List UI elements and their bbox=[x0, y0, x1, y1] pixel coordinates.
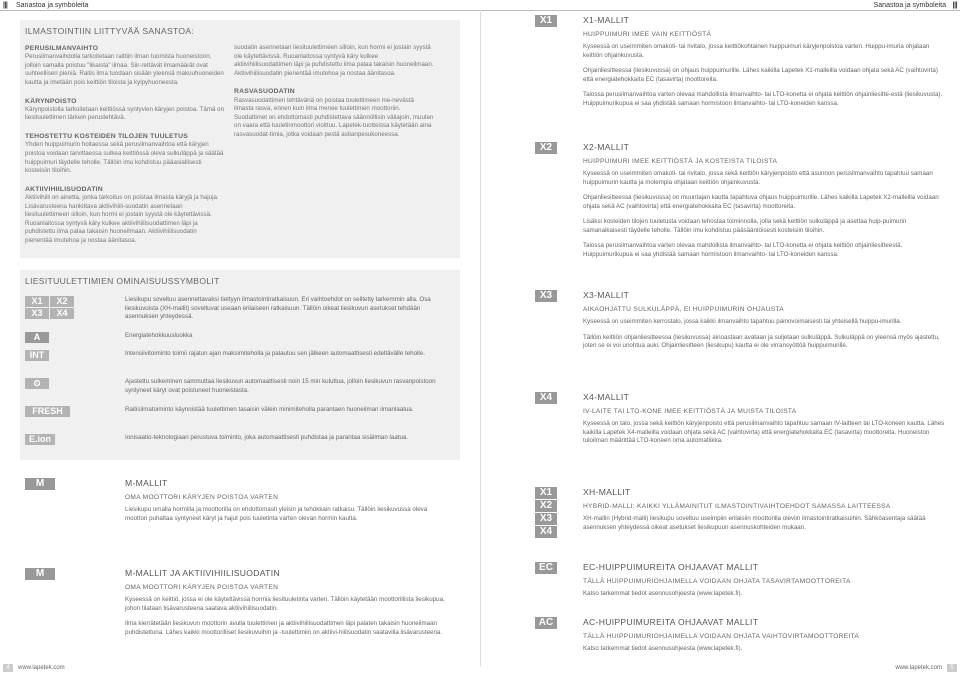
model-title: XH-MALLIT bbox=[583, 487, 631, 497]
glossary-column-right bbox=[234, 44, 434, 139]
model-text: Katso tarkemmat tiedot asennusohjeesta (www.lapetek.fi). bbox=[583, 644, 743, 652]
x3-badge: X3 bbox=[25, 308, 49, 319]
feature-text: Liesikupu soveltuu asennettavaksi tiettyyn ilmastointiratkaisuun. Eri vaihtoehdot on selitetty tarkemmin alla. Osa liesikuvuista (XH-mallit) soveltuvat useaan erilaiseen ratkaisuun. Tällöin oikeat liesikuvun asetukset tehdään asennuksen yhteydessä. bbox=[125, 296, 431, 321]
fresh-badge: FRESH bbox=[25, 406, 70, 417]
glossary-text: Kärynpoistolla tarkoitetaan keittiössä syntyvien käryjen poistoa. Tämä on liesituulettimen tärkein perustehtävä. bbox=[25, 105, 225, 122]
model-subtitle: TÄLLÄ HUIPPUIMURIOHJAIMELLA VOIDAAN OHJATA TASAVIRTAMOOTTOREITA bbox=[583, 577, 851, 585]
model-subtitle: HUIPPUIMURI IMEE VAIN KEITTIÖSTÄ bbox=[583, 30, 712, 38]
glossary-text: Perusilmanvaihdolla tarkoitetaan raittiin ilman tuomista huoneistoon, jolloin samalla poistuu "likaista" ilmaa. Siir-rettävät ilmamäärät ovat suhteellisen pieniä. Raitis ilma tuodaan sisään yleensä makuuhuoneiden kautta ja imetään pois keittiön tiloista ja kylpyhuoneesta. bbox=[25, 53, 224, 87]
model-text: Kyseessä on talo, jossa sekä keittiön käryjenpoisto että perusilmanvaihto tapahtuu samaan IV-laitteen tai LTO-koneen kautta. Lähes kaikilla Lapetek X4-malleilla voidaan ohjata sekä AC (vaihtovirta) että energiatehokkaita EC (tasavirta) moottoreita. Huoneiston tuloilman määrittää LTO-koneen oma automatiikka. bbox=[583, 419, 945, 445]
x3-badge: X3 bbox=[535, 513, 557, 525]
glossary-heading: TEHOSTETTU KOSTEIDEN TILOJEN TUULETUS bbox=[25, 133, 188, 141]
left-footer bbox=[0, 664, 480, 674]
right-page bbox=[480, 0, 960, 676]
model-badge: X4 bbox=[535, 392, 557, 404]
model-text: Tällöin keittiön ohjainliesitteessa (liesikuvussa) ainoastaan avataan ja suljetaan sulkuläppä. Sulkuläppä on yleensä myös ajastettu, joten se ei voi unohtua auki. Ohjainliesitteen (liesikupu) kautta ei ole virransyöttöä huippuimurille. bbox=[583, 333, 940, 350]
website-link[interactable]: www.lapetek.com bbox=[18, 665, 65, 671]
model-text: Ohjainliesitteessa (liesikuvussa) on ohjaus huippuimurille. Lähes kaikilla Lapetek X1-malleilla voidaan ohjata sekä AC (vaihtovirta) että energiatehokkaita EC (tasavirta) moottoreita. bbox=[583, 67, 938, 83]
model-subtitle: OMA MOOTTORI KÄRYJEN POISTOA VARTEN bbox=[125, 493, 279, 501]
model-title: X1-MALLIT bbox=[583, 15, 630, 25]
model-text: Kyseessä on useimmiten omakoti- tai rivitalo, jossa sekä keittiön käryjenpoisto että asunnon perusilmanvaihto tapahtuu samaan huippuimurin kautta ja molempia ohjataan keittiön ohjainkuvusta. bbox=[583, 169, 933, 186]
timer-icon: ⏲ bbox=[25, 378, 49, 389]
model-title: X4-MALLIT bbox=[583, 392, 630, 402]
model-subtitle: HUIPPUIMURI IMEE KEITTIÖSTÄ JA KOSTEISTA TILOISTA bbox=[583, 157, 778, 165]
glossary-text: Aktiivihiili on ainetta, jonka tarkoitus on poistaa ilmasta käryjä ja hajuja. Lisävarusteena hankittava aktiivihiili-suodatin asennetaan liesituulettimeen silloin, kun hormi ei jostain syystä ole käytettävissä. Ruoanlaitossa syntyvä käry kulkee aktiivihiilisuodattimen läpi ja puhdistettu ilma palaa takaisin huoneilmaan. Aktiivihiilisuodatin pienentää imutehoa ja nostaa äänitasoa. bbox=[25, 193, 219, 244]
page-number: 5 bbox=[947, 664, 957, 672]
model-title: AC-HUIPPUIMUREITA OHJAAVAT MALLIT bbox=[583, 617, 759, 627]
model-badge: X2 bbox=[535, 142, 557, 154]
glossary-column-left bbox=[25, 44, 225, 244]
model-text: Ohjainliesitteessa (liesikuvussa) on muuntajan kautta tapahtuva ohjaus huippuimurille. Lähes kaikilla Lapetek X2-malleilla voidaan ohjata sekä AC (vaihtovirta) että energiatehokkaita EC (tasavirta) moottoreita. bbox=[583, 194, 939, 210]
left-header-title: Sanastoa ja symboleita bbox=[16, 2, 89, 9]
model-badge: AC bbox=[535, 617, 557, 629]
features-box bbox=[20, 270, 460, 460]
model-title: X2-MALLIT bbox=[583, 142, 630, 152]
eion-badge: E.ion bbox=[25, 434, 55, 445]
feature-badges bbox=[25, 296, 115, 320]
model-text: Kyseessä on keittiö, jossa ei ole käytettävissä hormia liesituuletinta varten. Tällöin käytetään moottorillista liesikupua, johon tilataan lisävarusteena saatava aktiivihiilisuodatin. bbox=[125, 595, 445, 612]
x2-badge: X2 bbox=[535, 500, 557, 512]
model-text: Lisäksi kosteiden tilojen tuuletusta voidaan tehostaa toiminnolla, jolla sekä keittiön sulkuläppä ja asettaa huip-puimurin samanaikaisesti täydelle teholle. Tällöin imu kohdistuu pääsääntöisesti kosteisiin tiloihin. bbox=[583, 218, 907, 234]
glossary-heading: PERUSILMANVAIHTO bbox=[25, 45, 99, 52]
model-text: Liesikupu omalla hormilla ja moottorilla on ehdottomasti yleisin ja tehokkain ratkaisu. Tällöin liesikuvussa oleva moottori puhaltaa syntyneet käryt ja hajut pois tuuletinta varten olevan hormin kautta. bbox=[125, 505, 428, 522]
xh-badges bbox=[535, 487, 557, 538]
glossary-box bbox=[20, 20, 460, 258]
model-title: X3-MALLIT bbox=[583, 290, 630, 300]
model-subtitle: AIKAOHJATTU SULKULÄPPÄ, EI HUIPPUIMURIN OHJAUSTA bbox=[583, 305, 785, 313]
model-text: Kyseessä on useimmiten omakoti- tai rivitalo, jossa keittiökohtainen huippuimuri käryjenpoistoa varten. Huippu-imuria ohjataan keittiön ohjainkuvusta. bbox=[583, 42, 930, 59]
right-footer bbox=[480, 664, 960, 674]
model-subtitle: IV-LAITE TAI LTO-KONE IMEE KEITTIÖSTÄ JA MUISTA TILOISTA bbox=[583, 407, 797, 415]
model-badge: M bbox=[25, 568, 55, 580]
model-badge: M bbox=[25, 478, 55, 490]
model-text: Kyseessä on useimmiten kerrostalo, jossa kaikki ilmanvaihto tapahtuu painovoimaisesti tai yhteisellä huippu-imurilla. bbox=[583, 317, 902, 325]
glossary-heading: AKTIIVIHIILISUODATIN bbox=[25, 185, 103, 193]
model-title: M-MALLIT JA AKTIIVIHIILISUODATIN bbox=[125, 568, 280, 578]
feature-text: Intensiivitoiminto toimii rajatun ajan maksimiteholla ja palautuu sen jälkeen automaattisesti edeltävälle teholle. bbox=[125, 350, 425, 357]
glossary-title: ILMASTOINTIIN LIITTYVÄÄ SANASTOA: bbox=[25, 26, 195, 36]
model-subtitle: TÄLLÄ HUIPPUIMURIOHJAIMELLA VOIDAAN OHJATA VAIHTOVIRTAMOOTTOREITA bbox=[583, 632, 860, 640]
glossary-text-continued: suodatin asennetaan liesituulettimeen silloin, kun hormi ei jostain syystä ole käytettävissä. Ruoanlaitossa syntyvä käry kulkee aktiivihiilisuodattimen läpi ja puhdistettu ilma palaa takaisin huoneilmaan. Aktiivihiilisuodatin pienentää imutehoa ja nostaa äänitasoa. bbox=[234, 44, 434, 77]
website-link[interactable]: www.lapetek.com bbox=[895, 665, 942, 671]
x2-badge: X2 bbox=[50, 296, 74, 307]
model-subtitle: OMA MOOTTORI KÄRYJEN POISTOA VARTEN bbox=[125, 583, 279, 591]
brand-logo: ||| bbox=[3, 2, 8, 9]
glossary-text: Rasvasuodattimen tehtävänä on poistaa tuulettimeen me-nevästä ilmasta rasva, ennen kuin ilma menee tuulettimen moottoriin. Suodattimet on ehdottomasti puhdistettava säännöllisin väliajoin, muuten on vaara että tuuletinmoottori vioittuu. Lapetek-tuotteissa käytetään aina rasvasuodat-timia, jotka voidaan pestä astianpesukoneessa. bbox=[234, 96, 434, 138]
brand-logo-right: ||| bbox=[952, 2, 957, 9]
intensive-badge: INT bbox=[25, 350, 49, 361]
model-text: Ilma kierrätetään liesikuvun moottorin avulla tuulettimen ja aktiivihiilisuodattimen läpi palaten takaisin huoneilmaan puhdistettuna. Lähes kaikki moottorilliset liesikuvuihin ja -tuulettimiin on aktiivi-hiilisuodatin saatavilla lisävarusteena. bbox=[125, 620, 443, 636]
feature-text: Energiatehokkuusluokka bbox=[125, 332, 193, 339]
model-text: XH-mallin (Hybrid-malli) liesikupu soveltuu useimpiin erilaisiin moottorilla oleviin ilmastointiratkaisuihin. Sähköasentaja säätää asennuksen yhteydessä oikeat asetukset liesikupuun asennuskohteiden mukaan. bbox=[583, 514, 926, 531]
model-text: Talossa perusilmanvaihtoa varten olevaa mahdollista ilmanvaihto- tai LTO-konetta ei ohjata keittiön ohjainliesitte-estä (liesikuvusta). Huippuimurikupua ei saa yhdistää samaan hormistoon ilmanvaihto- tai LTO-koneiden kanssa. bbox=[583, 91, 943, 107]
model-subtitle: HYBRID-MALLI: KAIKKI YLLÄMAINITUT ILMASTOINTIVAIHTOEHDOT SAMASSA LAITTEESSA bbox=[583, 502, 891, 510]
glossary-heading: KÄRYNPOISTO bbox=[25, 97, 77, 105]
feature-text: Ionisaatio-teknologiaan perustuva toiminto, joka automaattisesti puhdistaa ja parantaa sisäilman laatua. bbox=[125, 434, 409, 441]
page-number: 4 bbox=[3, 664, 13, 672]
model-badge: X1 bbox=[535, 15, 557, 27]
x4-badge: X4 bbox=[535, 526, 557, 538]
x1-badge: X1 bbox=[535, 487, 557, 499]
energy-class-badge: A bbox=[25, 332, 49, 343]
model-badge: EC bbox=[535, 562, 557, 574]
feature-text: Raitisilmatoiminto käynnistää tuulettimen tasaisin välein minimiteholla parantaen huoneilman ilmanlaatua. bbox=[125, 406, 414, 413]
x1-badge: X1 bbox=[25, 296, 49, 307]
x4-badge: X4 bbox=[50, 308, 74, 319]
model-text: Katso tarkemmat tiedot asennusohjeesta (www.lapetek.fi). bbox=[583, 589, 743, 597]
right-header-title: Sanastoa ja symboleita bbox=[873, 2, 946, 9]
model-title: EC-HUIPPUIMUREITA OHJAAVAT MALLIT bbox=[583, 562, 759, 572]
glossary-text: Yhden huippuimurin hoitaessa sekä perusilmanvaihtoa että käryjen poistoa voidaan tarvittaessa sulkea keittiössä oleva sulkuläppä ja säätää huippuimuri täydelle teholle. Tällöin imu kohdistuu pääasiallisesti kosteisiin tiloihin. bbox=[25, 141, 224, 175]
model-title: M-MALLIT bbox=[125, 478, 168, 488]
model-badge: X3 bbox=[535, 290, 557, 302]
glossary-heading: RASVASUODATIN bbox=[234, 88, 295, 96]
feature-text: Ajastettu sulkeminen sammuttaa liesikuvun automaattisesti noin 15 min kuluttua, jolloin liesikuvun rasvanpoistoon syntyneet käryt ovat poistuneet huoneistasta. bbox=[125, 378, 436, 394]
model-text: Talossa perusilmanvaihtoa varten olevaa mahdollista ilmanvaihto- tai LTO-konetta ei ohjata keittiön ohjainliesitteestä. Huippuimurikupua ei saa yhdistää samaan hormistoon ilmanvaihto- tai LTO-koneiden kanssa. bbox=[583, 242, 903, 258]
features-title: LIESITUULETTIMIEN OMINAISUUSSYMBOLIT bbox=[25, 276, 220, 286]
